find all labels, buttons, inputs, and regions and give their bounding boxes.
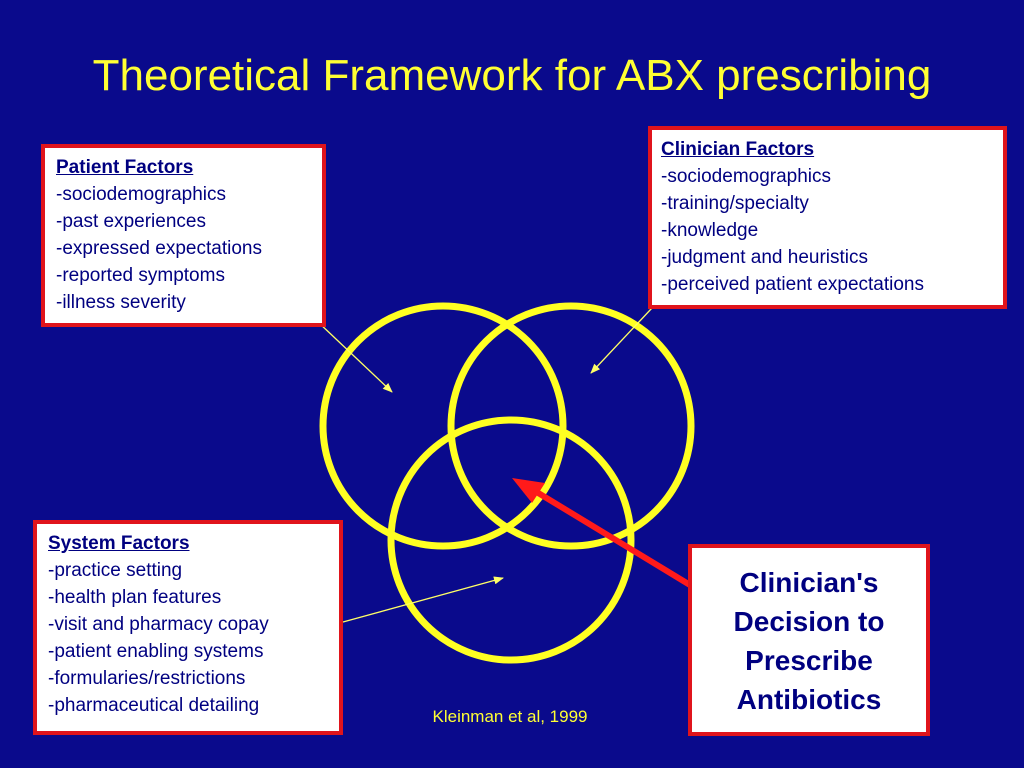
citation: Kleinman et al, 1999 [432,707,588,726]
system-factor-item: -visit and pharmacy copay [48,614,269,635]
patient-factor-item: -expressed expectations [56,238,262,259]
system-circle [391,420,631,660]
patient-factor-item: -sociodemographics [56,184,227,205]
slide-title: Theoretical Framework for ABX prescribing [92,51,932,100]
patient-factors-heading: Patient Factors [56,157,194,178]
patient-factor-item: -illness severity [56,292,186,313]
clinician-factor-item: -sociodemographics [661,166,832,187]
patient-factor-item: -past experiences [56,211,206,232]
system-factors-box [33,520,343,735]
system-factor-item: -practice setting [48,560,183,581]
system-factors-heading: System Factors [48,533,190,554]
decision-line: Decision to [733,606,885,637]
clinician-factors-box [648,126,1007,309]
patient-factor-item: -reported symptoms [56,265,225,286]
system-factor-item: -pharmaceutical detailing [48,695,260,716]
clinician-factor-item: -judgment and heuristics [661,247,868,268]
clinician-factor-item: -perceived patient expectations [661,274,924,295]
clinician-factors-heading: Clinician Factors [661,139,815,160]
system-factor-item: -formularies/restrictions [48,668,246,689]
patient-factors-box [41,144,326,327]
decision-line: Prescribe [745,645,873,676]
patient-circle [323,306,563,546]
decision-box [688,544,930,736]
decision-line: Clinician's [739,567,879,598]
system-factor-item: -health plan features [48,587,222,608]
clinician-factor-item: -knowledge [661,220,759,241]
system-pointer-arrow [343,578,503,622]
decision-line: Antibiotics [736,684,882,715]
clinician-factor-item: -training/specialty [661,193,809,214]
system-factor-item: -patient enabling systems [48,641,264,662]
